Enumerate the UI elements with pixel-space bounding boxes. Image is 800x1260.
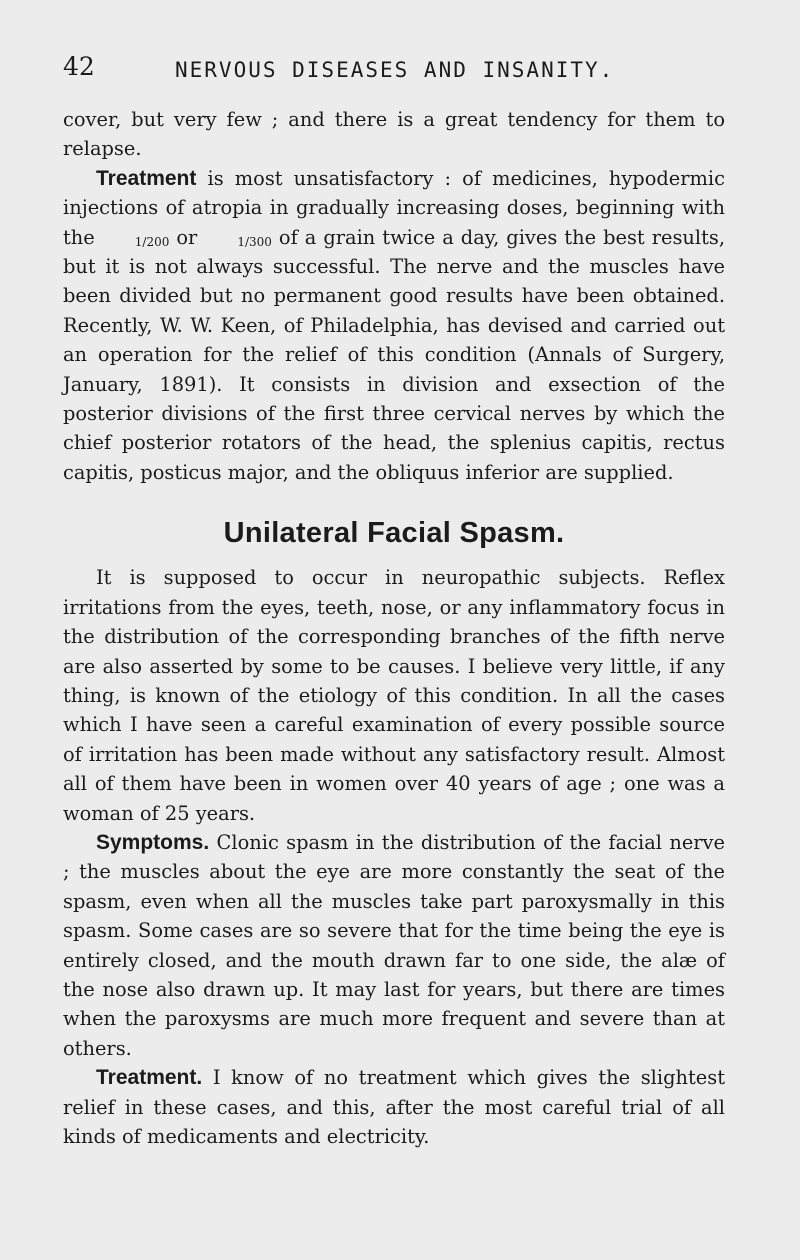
paragraph-text: of a grain twice a day, gives the best results, but it is not always successful. The nerve and the muscles have been divided but no permanent good results have been obtained. Recently, W. W. Keen, of Philadelphia, has devised and carried out an operation for the relief of this condition (Annals of Surgery, January, 1891). It consists in division and exsection of the posterior divisions of the first three cervical nerves by which the chief posterior rotators of the head, the splenius capitis, rectus capitis, posticus major, and the obliquus inferior are supplied. xyxy=(63,225,725,484)
paragraph-text: It is supposed to occur in neuropathic subjects. Reflex irritations from the eyes, teeth, nose, or any inflammatory focus in the distribution of the corresponding branches of the fifth nerve are also asserted by some to be causes. I believe very little, if any thing, is known of the etiology of this condition. In all the cases which I have seen a careful examination of every possible source of irritation has been made without any satisfactory result. Almost all of them have been in women over 40 years of age ; one was a woman of 25 years. xyxy=(63,566,725,825)
dose-fraction: 1/200 xyxy=(134,234,170,249)
second-treatment-paragraph xyxy=(63,1063,725,1151)
treatment-heading: Treatment. xyxy=(96,1066,203,1090)
paragraph-text: or xyxy=(169,225,205,249)
page-number: 42 xyxy=(63,52,95,81)
page-content xyxy=(63,105,725,1151)
section-heading: Unilateral Facial Spasm. xyxy=(223,517,565,550)
etiology-paragraph xyxy=(63,563,725,828)
paragraph-text: is most unsatisfactory : of medicines, hypodermic injections of atropia in gradually increasing doses, beginning with the xyxy=(63,166,725,249)
symptoms-heading: Symptoms. xyxy=(96,830,210,854)
running-title: NERVOUS DISEASES AND INSANITY. xyxy=(175,58,615,82)
symptoms-paragraph xyxy=(63,828,725,1063)
running-head xyxy=(63,52,733,86)
treatment-paragraph xyxy=(63,164,725,487)
paragraph-text: cover, but very few ; and there is a great tendency for them to relapse. xyxy=(63,108,725,161)
paragraph-text: Clonic spasm in the distribution of the facial nerve ; the muscles about the eye are more constantly the seat of the spasm, even when all the muscles take part paroxysmally in this spasm. Some cases are so severe that for the time being the eye is entirely closed, and the mouth drawn far to one side, the alæ of the nose also drawn up. It may last for years, but there are times when the paroxysms are much more frequent and severe than at others. xyxy=(63,830,725,1060)
treatment-heading: Treatment xyxy=(96,166,197,190)
dose-fraction: 1/300 xyxy=(237,234,272,249)
continuation-paragraph xyxy=(63,105,725,164)
paragraph-text: I know of no treatment which gives the slightest relief in these cases, and this, after the most careful trial of all kinds of medicaments and electricity. xyxy=(63,1066,725,1148)
